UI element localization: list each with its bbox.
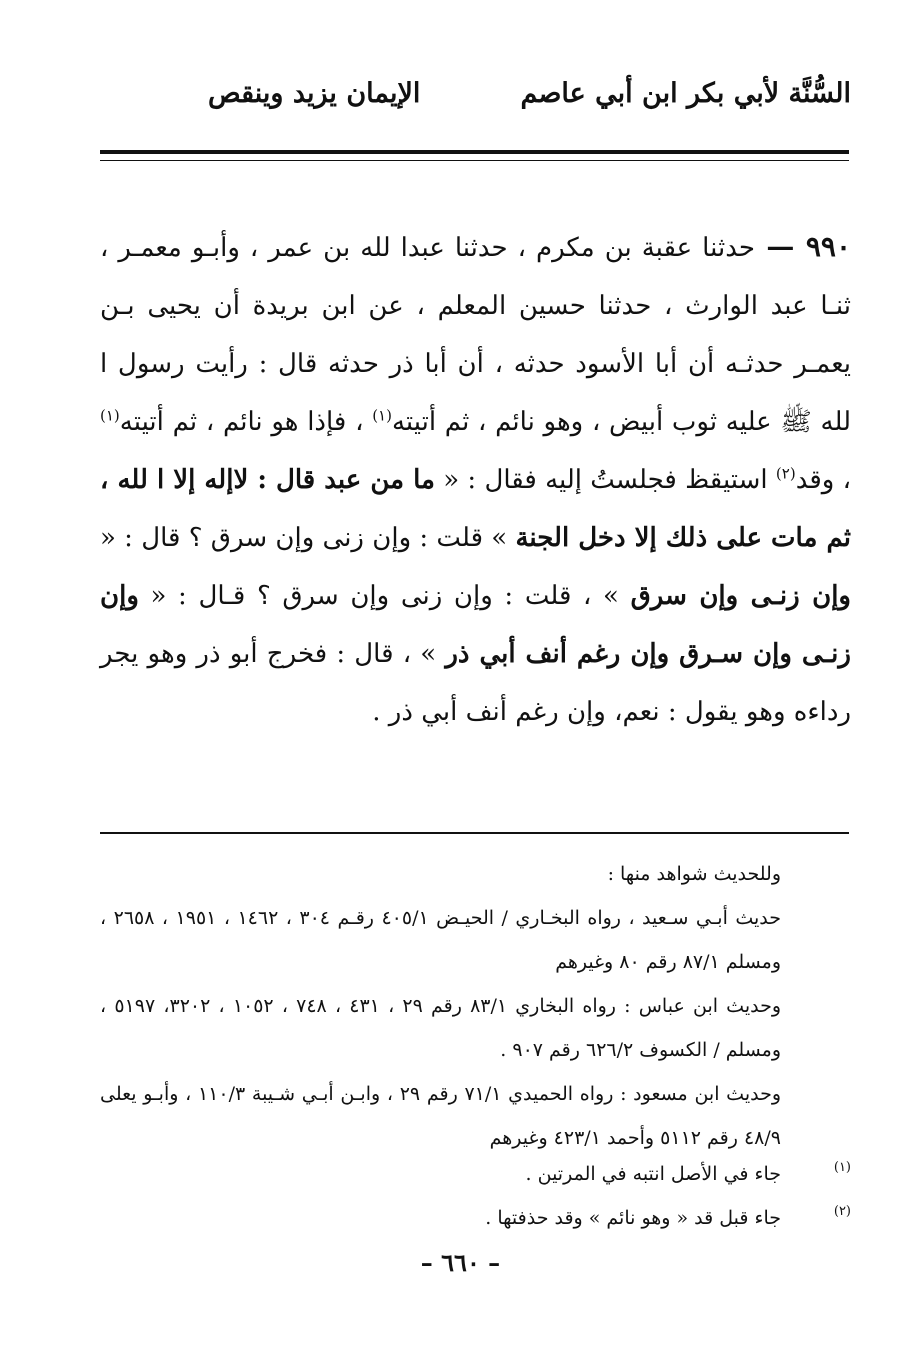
hadith-dash: — bbox=[754, 230, 806, 263]
footnote-rule bbox=[100, 832, 849, 834]
footnote-text: جاء في الأصل انتبه في المرتين . bbox=[525, 1163, 781, 1185]
running-header bbox=[100, 78, 851, 122]
notes-intro: وللحديث شواهد منها : bbox=[607, 863, 781, 885]
hadith-text-6: » ، قلت : وإن زنى وإن سرق ؟ قـال : « bbox=[138, 581, 631, 611]
footnote-ref-1b: (١) bbox=[100, 406, 120, 425]
header-rule-thick bbox=[100, 150, 849, 154]
prophetic-quote-1: ما من عبد قال : لاإله إلا ا لله ، ثم مات على ذلك إلا دخل الجنة bbox=[100, 465, 851, 553]
footnote-text: جاء قبل قد « وهو نائم » وقد حذفتها . bbox=[485, 1207, 781, 1229]
hadith-text-4: استيقظ فجلستُ إليه فقال : « bbox=[434, 465, 776, 495]
note-abu-said: حديث أبـي سـعيد ، رواه البخـاري / الحيـض ٤٠٥/١ رقـم ٣٠٤ ، ١٤٦٢ ، ١٩٥١ ، ٢٦٥٨ ، ومسلم ٨٧/١ رقم ٨٠ وغيرهم bbox=[100, 907, 781, 973]
hadith-text-7: » ، قال : فخرج أبو ذر وهو يجر رداءه وهو يقول : نعم، وإن رغم أنف أبي ذر . bbox=[100, 639, 851, 727]
prophetic-quote-2: وإن زنـى وإن سرق bbox=[630, 581, 851, 611]
footnote-2 bbox=[100, 1196, 851, 1240]
footnote-1 bbox=[100, 1152, 851, 1196]
prophetic-quote-3: وإن زنـى وإن سـرق وإن رغم أنف أبي ذر bbox=[100, 581, 851, 669]
footnotes bbox=[100, 1152, 851, 1240]
footnote-mark: (٢) bbox=[833, 1204, 851, 1219]
book-title: السُّنَّة لأبي بكر ابن أبي عاصم bbox=[520, 78, 851, 109]
note-ibn-abbas: وحديث ابن عباس : رواه البخاري ٨٣/١ رقم ٢٩ ، ٤٣١ ، ٧٤٨ ، ١٠٥٢ ، ٣٢٠٢، ٥١٩٧ ، ومسلم / الكسوف ٦٢٦/٢ رقم ٩٠٧ . bbox=[100, 995, 782, 1061]
footnote-ref-2: (٢) bbox=[775, 464, 796, 483]
header-rule-thin bbox=[100, 160, 849, 161]
hadith-text-3: ، وقد bbox=[795, 465, 851, 495]
page-number: – ٦٦٠ – bbox=[420, 1248, 501, 1277]
footnote-mark: (١) bbox=[833, 1160, 851, 1175]
hadith-text-5: » قلت : وإن زنى وإن سرق ؟ قال : « bbox=[100, 523, 516, 553]
chapter-title: الإيمان يزيد وينقص bbox=[208, 78, 421, 109]
hadith-text-2: ، فإذا هو نائم ، ثم أتيته bbox=[119, 407, 373, 437]
hadith-text-1: حدثنا عقبة بن مكرم ، حدثنا عبدا لله بن عمر ، وأبـو معمـر ، ثنـا عبد الوارث ، حدثنا حسين المعلم ، عن ابن بريدة أن يحيى بـن يعمـر حدثـه أن أبا الأسود حدثه ، أن أبا ذر حدثه قال : رأيت رسول ا لله ﷺ عليه ثوب أبيض ، وهو نائم ، ثم أتيته bbox=[100, 233, 851, 437]
hadith-number: ٩٩٠ bbox=[805, 230, 852, 263]
commentary-notes bbox=[100, 852, 781, 1160]
footnote-ref-1: (١) bbox=[372, 406, 392, 425]
note-ibn-masud: وحديث ابن مسعود : رواه الحميدي ٧١/١ رقم ٢٩ ، وابـن أبـي شـيبة ١١٠/٣ ، وأبـو يعلى ٤٨/٩ رقم ٥١١٢ وأحمد ٤٢٣/١ وغيرهم bbox=[100, 1083, 782, 1149]
hadith-text bbox=[100, 218, 851, 741]
